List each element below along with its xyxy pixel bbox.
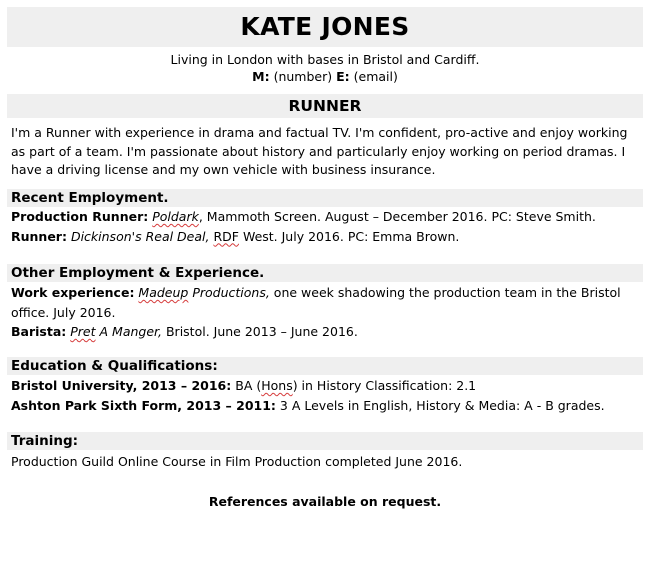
job-entry [11, 322, 641, 342]
degree-hons: Hons [261, 378, 293, 393]
role-banner [7, 94, 643, 118]
profile-summary: I'm a Runner with experience in drama and factual TV. I'm confident, pro-active and enjoy working as part of a team. I'm passionate about history and particularly enjoy working on period dramas. I have a driving license and my own vehicle with business insurance. [11, 125, 628, 177]
job-role: Runner: [11, 228, 67, 244]
contact-block [0, 51, 650, 85]
phone-label: M: [252, 69, 270, 84]
job-details: Bristol. June 2013 – June 2016. [162, 324, 358, 339]
section-body-education [11, 376, 641, 415]
school-name: Ashton Park Sixth Form, 2013 – 2011: [11, 397, 276, 413]
job-company-rest: Productions, [188, 285, 270, 300]
education-entry [11, 376, 641, 396]
school-name: Bristol University, 2013 – 2016: [11, 378, 232, 393]
section-body-training [11, 452, 641, 472]
job-details: , Mammoth Screen. August – December 2016. PC: Steve Smith. [198, 209, 596, 224]
contact-line [0, 68, 650, 85]
job-role: Barista: [11, 324, 67, 339]
candidate-name: KATE JONES [240, 12, 410, 41]
job-role: Production Runner: [11, 209, 149, 224]
training-entry: Production Guild Online Course in Film Production completed June 2016. [11, 454, 463, 469]
degree-post: ) in History Classification: 2.1 [292, 378, 477, 393]
location-line: Living in London with bases in Bristol and Cardiff. [170, 52, 480, 67]
education-entry [11, 396, 641, 416]
section-title-recent: Recent Employment. [11, 190, 169, 206]
job-entry [11, 283, 641, 322]
section-title-other: Other Employment & Experience. [11, 265, 265, 281]
job-entry [11, 207, 641, 227]
job-company-rest: A Manger, [95, 324, 162, 339]
email-value: (email) [353, 69, 398, 84]
section-body-other [11, 283, 641, 342]
section-body-recent [11, 207, 641, 246]
section-header-training [7, 432, 643, 450]
role-title: RUNNER [288, 97, 362, 115]
qualification: 3 A Levels in English, History & Media: A - B grades. [275, 397, 605, 413]
job-role: Work experience: [11, 285, 135, 300]
job-details: West. July 2016. PC: Emma Brown. [238, 228, 460, 244]
section-header-recent [7, 189, 643, 207]
email-label: E: [336, 69, 350, 84]
section-title-education: Education & Qualifications: [11, 358, 218, 374]
phone-value: (number) [273, 69, 333, 84]
name-banner [7, 7, 643, 47]
job-channel: RDF [213, 228, 239, 244]
section-header-other [7, 264, 643, 282]
job-company: Madeup [138, 285, 189, 300]
section-header-education [7, 357, 643, 375]
job-show: Dickinson's Real Deal, [70, 228, 210, 244]
degree-pre: BA ( [231, 378, 262, 393]
job-show: Poldark [152, 209, 199, 224]
references-note: References available on request. [208, 494, 442, 509]
job-company: Pret [70, 324, 96, 339]
job-details: one week shadowing the production team in the Bristol office. July 2016. [11, 285, 621, 320]
job-entry [11, 227, 641, 247]
section-title-training: Training: [11, 433, 79, 449]
